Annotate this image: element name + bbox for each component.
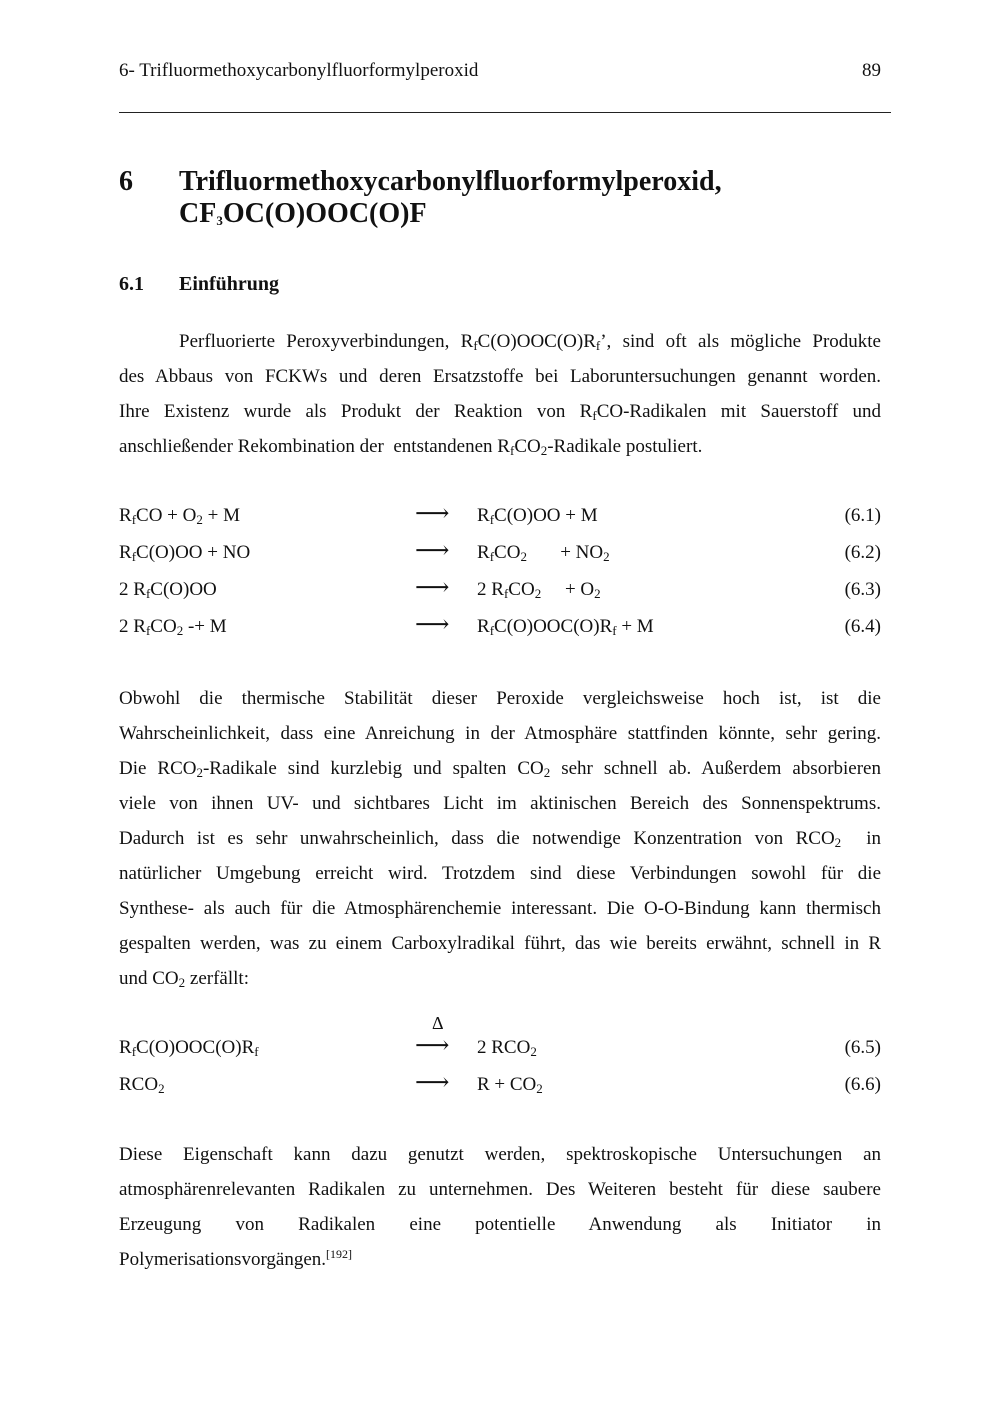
equation-products: $R_fC(O)OO + M$	[477, 505, 598, 527]
equation-number: (6.6)	[844, 1074, 881, 1095]
reaction-arrow-icon: ⟶	[415, 575, 450, 601]
reaction-arrow-icon: ⟶	[415, 1070, 450, 1096]
equation-number: (6.1)	[844, 505, 881, 526]
stability-line: Die $RCO_2$-Radikale sind kurzlebig und spalten $CO_2$ sehr schnell ab. Außerdem absorbieren	[119, 758, 881, 780]
application-line: atmosphärenrelevanten Radikalen zu unternehmen. Des Weiteren besteht für diese saubere	[119, 1179, 881, 1200]
equation-reactants: 2 $R_fC(O)OO$	[119, 579, 217, 601]
reaction-arrow-icon: ⟶	[415, 1033, 450, 1059]
equation-row	[119, 610, 881, 647]
intro-line: Perfluorierte Peroxyverbindungen, $R_fC(O)OOC(O)R_f$’, sind oft als mögliche Produkte	[179, 331, 881, 353]
stability-line: Obwohl die thermische Stabilität dieser Peroxide vergleichsweise hoch ist, ist die	[119, 688, 881, 709]
chapter-title-formula: $CF_3OC(O)OOC(O)F$	[179, 198, 427, 229]
equation-reactants: $R_fC(O)OOC(O)R_f$	[119, 1037, 259, 1059]
equation-number: (6.3)	[844, 579, 881, 600]
equation-row	[119, 1013, 881, 1068]
stability-line: natürlicher Umgebung erreicht wird. Trotzdem sind diese Verbindungen sowohl für die	[119, 863, 881, 884]
stability-line: Synthese- als auch für die Atmosphärenchemie interessant. Die O-O-Bindung kann thermisch	[119, 898, 881, 919]
equation-row	[119, 573, 881, 610]
intro-line: des Abbaus von FCKWs und deren Ersatzstoffe bei Laboruntersuchungen genannt worden.	[119, 366, 881, 387]
intro-paragraph	[119, 324, 881, 464]
section-title: Einführung	[179, 273, 280, 295]
reaction-arrow-icon: ⟶	[415, 612, 450, 638]
equation-products: 2 $R_fCO_2$ + $O_2$	[477, 579, 601, 601]
application-line: Diese Eigenschaft kann dazu genutzt werden, spektroskopische Untersuchungen an	[119, 1144, 881, 1165]
equation-number: (6.4)	[844, 616, 881, 637]
application-paragraph	[119, 1137, 881, 1277]
header-divider	[119, 112, 891, 113]
intro-line: anschließender Rekombination der entstandenen $R_fCO_2$-Radikale postuliert.	[119, 436, 703, 458]
equation-number: (6.2)	[844, 542, 881, 563]
equation-heat-symbol: Δ	[432, 1013, 444, 1033]
page-number: 89	[862, 60, 881, 81]
stability-paragraph	[119, 681, 881, 996]
equation-products: $R + CO_2$	[477, 1074, 543, 1096]
equation-number: (6.5)	[844, 1037, 881, 1058]
equation-row	[119, 1068, 881, 1105]
intro-line: Ihre Existenz wurde als Produkt der Reaktion von $R_fCO$-Radikalen mit Sauerstoff und	[119, 401, 881, 423]
equation-reactants: $R_fC(O)OO$ + NO	[119, 542, 251, 564]
application-line: Erzeugung von Radikalen eine potentielle Anwendung als Initiator in	[119, 1214, 881, 1235]
stability-line: viele von ihnen UV- und sichtbares Licht im aktinischen Bereich des Sonnenspektrums.	[119, 793, 881, 814]
equation-reactants: 2 $R_fCO_2 -+ M$	[119, 616, 227, 638]
chapter-title-line1: Trifluormethoxycarbonylfluorformylperoxid,	[179, 166, 722, 197]
section-number: 6.1	[119, 273, 144, 295]
equation-products: $R_fCO_2$ + $NO_2$	[477, 542, 610, 564]
stability-line: gespalten werden, was zu einem Carboxylradikal führt, das wie bereits erwähnt, schnell in R	[119, 933, 881, 954]
application-line: Polymerisationsvorgängen.[192]	[119, 1247, 353, 1270]
running-header-title: 6- Trifluormethoxycarbonylfluorformylperoxid	[119, 60, 479, 81]
equation-products: $R_fC(O)OOC(O)R_f + M$	[477, 616, 654, 638]
reaction-arrow-icon: ⟶	[415, 538, 450, 564]
equation-reactants: $R_fCO + O_2 + M$	[119, 505, 240, 527]
equation-products: 2 $RCO_2$	[477, 1037, 537, 1059]
stability-line: Dadurch ist es sehr unwahrscheinlich, dass die notwendige Konzentration von $RCO_2$ in	[119, 828, 881, 850]
reaction-arrow-icon: ⟶	[415, 501, 450, 527]
equation-reactants: $RCO_2$	[119, 1074, 165, 1096]
equation-row	[119, 536, 881, 573]
running-header	[119, 60, 881, 86]
stability-line: und $CO_2$ zerfällt:	[119, 968, 249, 990]
stability-line: Wahrscheinlichkeit, dass eine Anreichung in der Atmosphäre stattfinden könnte, sehr gering.	[119, 723, 881, 744]
chapter-number: 6	[119, 166, 133, 197]
equation-row	[119, 499, 881, 536]
